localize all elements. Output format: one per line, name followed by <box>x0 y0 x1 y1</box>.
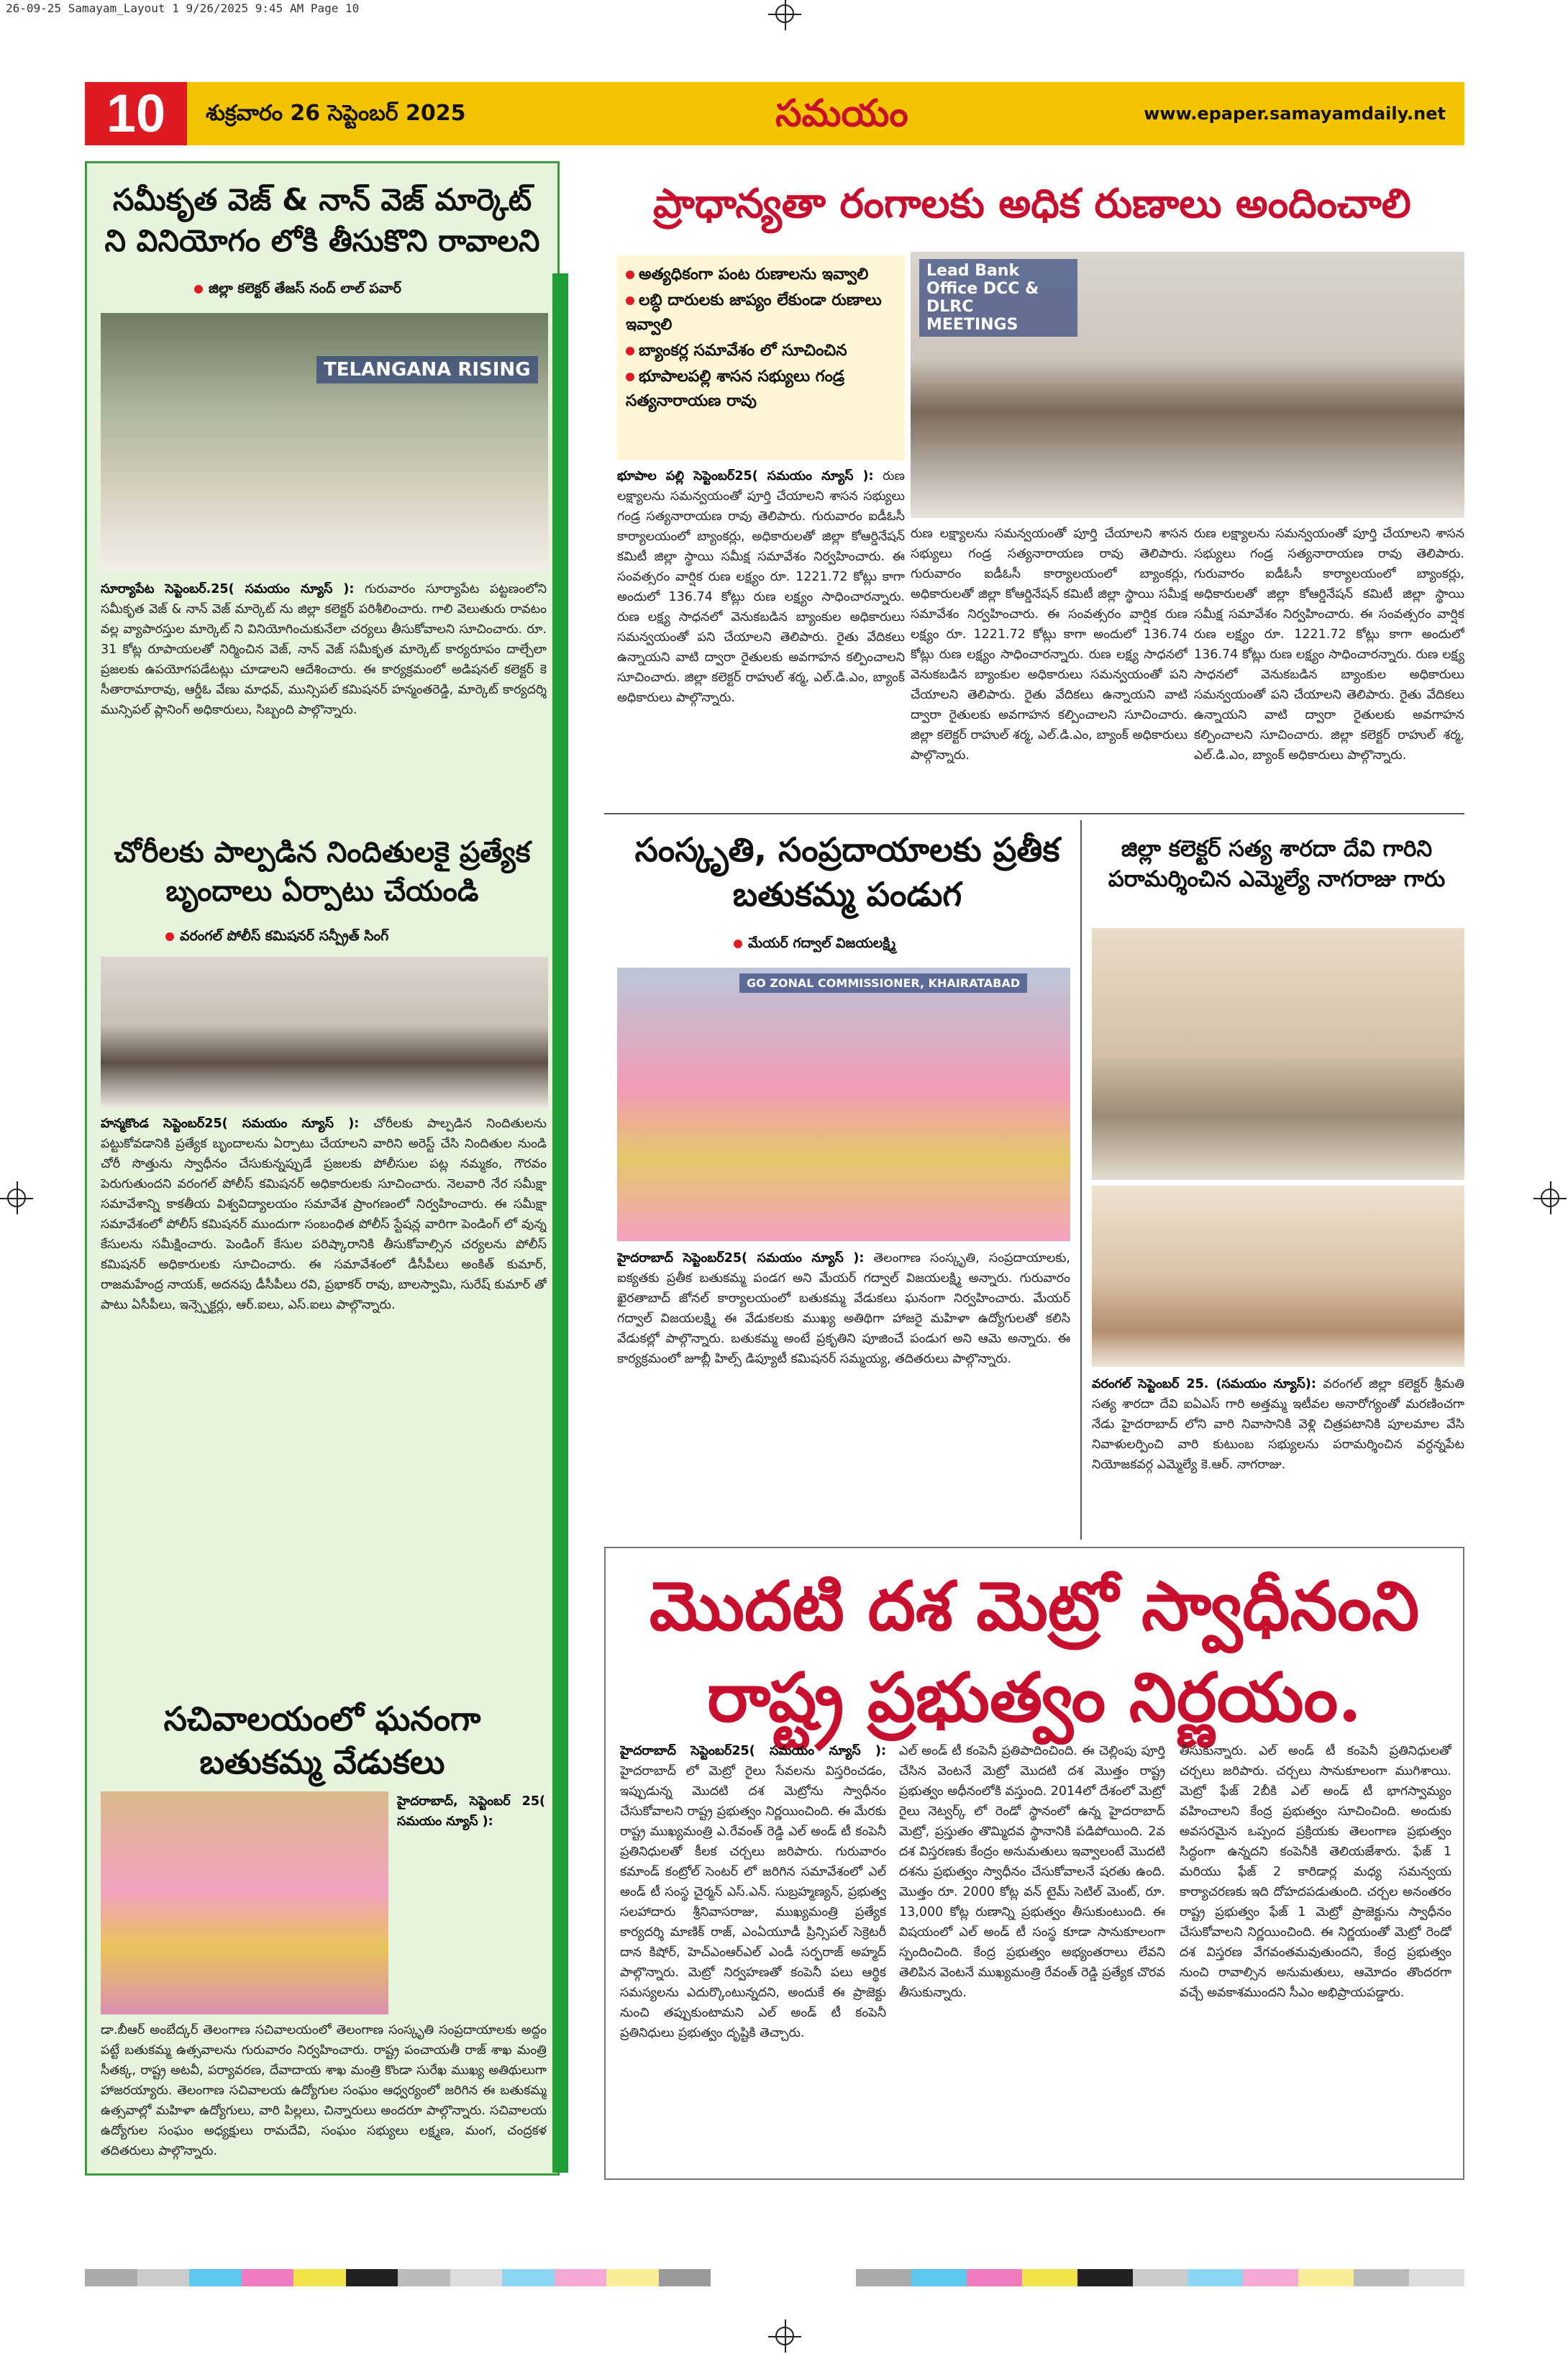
section-divider <box>604 813 1464 814</box>
story5-body: హైదరాబాద్ సెప్టెంబర్25( సమయం న్యూస్ ): తెలంగాణ సంస్కృతి, సంప్రదాయాలకు, ఐక్యతకు ప్రతీక బతుకమ్మ పండగ అని మేయర్ గద్వాల్ విజయలక్ష్మి అన్నారు. గురువారం ఖైరతాబాద్ జోనల్ కార్యాలయంలో బతుకమ్మ వేడుకలు ఘనంగా నిర్వహించారు. మేయర్ గద్వాల్ విజయలక్ష్మి ఈ వేడుకలకు ముఖ్య అతిథిగా హాజరై మహిళా ఉద్యోగులతో కలిసి వేడుకల్లో పాల్గొన్నారు. బతుకమ్మ అంటే ప్రకృతిని పూజించే పండుగ అని ఆమె అన్నారు. ఈ కార్యక్రమంలో జూబ్లీ హిల్స్ డిప్యూటీ కమిషనర్ సమ్మయ్య, తదితరులు పాల్గొన్నారు. <box>617 1251 1070 1366</box>
bullet-dot-icon <box>626 347 634 355</box>
story4-body-col2: రుణ లక్ష్యాలను సమన్వయంతో పూర్తి చేయాలని శాసన సభ్యులు గండ్ర సత్యనారాయణ రావు తెలిపారు. గురువారం ఐడీఓసీ కార్యాలయంలో బ్యాంకర్లు, అధికారులతో జిల్లా కోఆర్డినేషన్ కమిటీ జిల్లా స్థాయి సమీక్ష సమావేశం నిర్వహించారు. ఈ సంవత్సరం వార్షిక రుణ లక్ష్యం రూ. 1221.72 కోట్లు కాగా అందులో 136.74 కోట్లు రుణ లక్ష్యం సాధించారన్నారు. రుణ లక్ష్య సాధనలో వెనుకబడిన బ్యాంకుల అధికారులు సమన్వయంతో పని చేయాలని తెలిపారు. రైతు వేదికలు ఉన్నాయని వాటి ద్వారా రైతులకు అవగాహన కల్పించాలని సూచించారు. జిల్లా కలెక్టర్ రాహుల్ శర్మ, ఎల్.డి.ఎం, బ్యాంక్ అధికారులు పాల్గొన్నారు. <box>911 527 1188 763</box>
masthead <box>85 82 1464 145</box>
story2-headline: చోరీలకు పాల్పడిన నిందితులకై ప్రత్యేక బృందాలు ఏర్పాటు చేయండి <box>114 836 531 908</box>
photo-banner: Lead Bank Office DCC & DLRC MEETINGS <box>919 259 1077 337</box>
story4-bullet-panel <box>617 255 905 460</box>
story2-photo <box>101 957 548 1108</box>
story4-body-col3: రుణ లక్ష్యాలను సమన్వయంతో పూర్తి చేయాలని శాసన సభ్యులు గండ్ర సత్యనారాయణ రావు తెలిపారు. గురువారం ఐడీఓసీ కార్యాలయంలో బ్యాంకర్లు, అధికారులతో జిల్లా కోఆర్డినేషన్ కమిటీ జిల్లా స్థాయి సమీక్ష సమావేశం నిర్వహించారు. ఈ సంవత్సరం వార్షిక రుణ లక్ష్యం రూ. 1221.72 కోట్లు కాగా అందులో 136.74 కోట్లు రుణ లక్ష్యం సాధించారన్నారు. రుణ లక్ష్య సాధనలో వెనుకబడిన బ్యాంకుల అధికారులు సమన్వయంతో పని చేయాలని తెలిపారు. రైతు వేదికలు ఉన్నాయని వాటి ద్వారా రైతులకు అవగాహన కల్పించాలని సూచించారు. జిల్లా కలెక్టర్ రాహుల్ శర్మ, ఎల్.డి.ఎం, బ్యాంక్ అధికారులు పాల్గొన్నారు. <box>1194 527 1464 763</box>
story1-byline: జిల్లా కలెక్టర్ తేజస్ నంద్ లాల్ పవార్ <box>194 281 539 300</box>
story4-headline: ప్రాధాన్యతా రంగాలకు అధిక రుణాలు అందించాలి <box>653 180 1411 227</box>
story4-bullet: అత్యధికంగా పంట రుణాలను ఇవ్వాలి <box>626 263 896 287</box>
epaper-url[interactable]: www.epaper.samayamdaily.net <box>1144 104 1446 124</box>
page-number: 10 <box>85 82 187 145</box>
green-divider-bar <box>552 273 568 2173</box>
story6-photo-bottom <box>1092 1186 1464 1367</box>
story6-body: వరంగల్ సెప్టెంబర్ 25. (సమయం న్యూస్): వరంగల్ జిల్లా కలెక్టర్ శ్రీమతి సత్య శారదా దేవి ఐఏఎస్ గారి అత్తమ్మ ఇటీవల అనారోగ్యంతో మరణించగా నేడు హైదరాబాద్ లోని వారి నివాసానికి వెళ్లి చిత్రపటానికి పూలమాల వేసి నివాళులర్పించి వారి కుటుంబ సభ్యులను పరామర్శించిన వర్ధన్నపేట నియోజకవర్గ ఎమ్మెల్యే కె.ఆర్. నాగరాజు. <box>1092 1377 1464 1472</box>
story4-bullet: బ్యాంకర్ల సమావేశం లో సూచించిన <box>626 339 896 363</box>
story1-headline: సమీకృత వెజ్ & నాన్ వెజ్ మార్కెట్ ని వినియోగం లోకి తీసుకొని రావాలని <box>104 182 540 258</box>
story7-headline: మొదటి దశ మెట్రో స్వాధీనంని రాష్ట్ర ప్రభుత్వం నిర్ణయం. <box>649 1567 1420 1737</box>
photo-signboard: GO ZONAL COMMISSIONER, KHAIRATABAD <box>739 973 1027 993</box>
story7-body-col3: తీసుకున్నారు. ఎల్ అండ్ టీ కంపెనీ ప్రతినిధులతో చర్చలు జరిపారు. చర్చలు సానుకూలంగా ముగిశాయి. మెట్రో ఫేజ్ 2బీకి ఎల్ అండ్ టీ భాగస్వామ్యం వహించాలని కేంద్ర ప్రభుత్వం సూచించింది. అందుకు అవసరమైన ఒప్పంద ప్రక్రియకు తెలంగాణ ప్రభుత్వం సిద్ధంగా ఉన్నదని కంపెనీకి తెలియజేశారు. ఫేజ్ 1 మరియు ఫేజ్ 2 కారిడార్ల మధ్య సమన్వయ కార్యాచరణకు ఇది దోహదపడుతుంది. చర్చల అనంతరం రాష్ట్ర ప్రభుత్వం ఫేజ్ 1 మెట్రో ప్రాజెక్టును స్వాధీనం చేసుకోవాలని నిర్ణయించింది. ఈ నిర్ణయంతో మెట్రో రెండో దశ విస్తరణ వేగవంతమవుతుందని, కేంద్ర ప్రభుత్వం నుంచి రావాల్సిన అనుమతులు, ఆమోదం తొందరగా వచ్చే అవకాశముందని సీఎం అభిప్రాయపడ్డారు. <box>1180 1744 1451 2000</box>
bullet-dot-icon <box>626 373 634 381</box>
bullet-dot-icon <box>734 940 742 948</box>
story2-byline: వరంగల్ పోలీస్ కమిషనర్ సన్ప్రీత్ సింగ్ <box>165 928 539 947</box>
story7-body-col2: ఎల్ అండ్ టీ కంపెనీ ప్రతిపాదించింది. ఈ చెల్లింపు పూర్తి చేసిన వెంటనే మెట్రో మొదటి దశ మొత్తం రాష్ట్ర ప్రభుత్వం అధీనంలోకి వస్తుంది. 2014లో దేశంలో మెట్రో రైలు నెట్వర్క్ లో రెండో స్థానంలో ఉన్న హైదరాబాద్ మెట్రో, ప్రస్తుతం తొమ్మిదవ స్థానానికి పడిపోయింది. 2వ దశ విస్తరణకు కేంద్రం అనుమతులు ఇవ్వాలంటే మొదటి దశను ప్రభుత్వం స్వాధీనం చేసుకోవాలనే షరతు ఉంది. మొత్తం రూ. 2000 కోట్ల వన్ టైమ్ సెటిల్ మెంట్, రూ. 13,000 కోట్ల రుణాన్ని ప్రభుత్వం తీసుకుంటుంది. ఈ విషయంలో ఎల్ అండ్ టీ సంస్థ కూడా సానుకూలంగా స్పందించింది. కేంద్ర ప్రభుత్వం అభ్యంతరాలు లేవని తెలిపిన వెంటనే ముఖ్యమంత్రి రేవంత్ రెడ్డి ప్రత్యేక చొరవ తీసుకున్నారు. <box>899 1744 1165 2000</box>
story1-photo <box>101 313 548 572</box>
story4-bullet: భూపాలపల్లి శాసన సభ్యులు గండ్ర సత్యనారాయణ రావు <box>626 368 845 410</box>
story7-body-col1: హైదరాబాద్ సెప్టెంబర్25( సమయం న్యూస్ ): హైదరాబాద్ లో మెట్రో రైలు సేవలను విస్తరించడం, ఇప్పుడున్న మొదటి దశ మెట్రోను స్వాధీనం చేసుకోవాలని రాష్ట్ర ప్రభుత్వం నిర్ణయించింది. ఈ మేరకు రాష్ట్ర ముఖ్యమంత్రి ఎ.రేవంత్ రెడ్డి ఎల్ అండ్ టీ కంపెనీ ప్రతినిధులతో కీలక చర్చలు జరిపారు. గురువారం కమాండ్ కంట్రోల్ సెంటర్ లో జరిగిన సమావేశంలో ఎల్ అండ్ టీ సంస్థ చైర్మన్ ఎస్.ఎన్. సుబ్రహ్మణ్యన్, ప్రభుత్వ సలహాదారు శ్రీనివాసరాజు, ముఖ్యమంత్రి ప్రత్యేక కార్యదర్శి మాణిక్ రాజ్, ఎంఏయూడీ ప్రిన్సిపల్ సెక్రెటరీ దాన కిషోర్, హెచ్ఎంఆర్ఎల్ ఎండీ సర్ఫరాజ్ అహ్మద్ పాల్గొన్నారు. మెట్రో నిర్వహణతో కంపెనీ పలు ఆర్థిక సమస్యలను ఎదుర్కొంటున్నదని, అందుకే ఈ ప్రాజెక్టు నుంచి తప్పుకుంటామని ఎల్ అండ్ టీ కంపెనీ ప్రతినిధులు ప్రభుత్వం దృష్టికి తెచ్చారు. <box>620 1744 886 2040</box>
story2-body: హన్మకొండ సెప్టెంబర్25( సమయం న్యూస్ ): చోరీలకు పాల్పడిన నిందితులను పట్టుకోవడానికి ప్రత్యేక బృందాలను ఏర్పాటు చేయాలని వారిని అరెస్ట్ చేసి నిందితుల నుండి చోరీ సొత్తును స్వాధీనం చేసుకున్నప్పుడే ప్రజలకు పోలీసుల పట్ల నమ్మకం, గౌరవం పెరుగుతుందని వరంగల్ పోలీస్ కమిషనర్ అధికారులకు సూచించారు. నెలవారి నేర సమీక్షా సమావేశాన్ని కాకతీయ విశ్వవిద్యాలయం సమావేశ ప్రాంగణంలో నిర్వహించారు. ఈ సమీక్షా సమావేశంలో పోలీస్ కమిషనర్ ముందుగా సంబంధిత పోలీస్ స్టేషన్ల వారిగా పెండింగ్ లో వున్న కేసులను సమీక్షించారు. పెండింగ్ కేసుల పరిష్కారానికి తీసుకోవాల్సిన చర్యలను పోలీస్ కమిషనర్ అధికారులకు సూచించారు. ఈ సమావేశంలో డీసీపీలు అంకిత్ కుమార్, రాజమహేంద్ర నాయక్, అదనపు డీసీపీలు రవి, ప్రభాకర్ రావు, బాలస్వామి, సురేష్ కుమార్ తో పాటు ఏసీపీలు, ఇన్స్పెక్టర్లు, ఆర్.ఐలు, ఎస్.ఐలు పాల్గొన్నారు. <box>101 1117 547 1312</box>
print-slug: 26-09-25 Samayam_Layout 1 9/26/2025 9:45 AM Page 10 <box>6 1 360 15</box>
paper-logo: సమయం <box>775 91 908 135</box>
story6-photo-top <box>1092 928 1464 1180</box>
story5-byline: మేయర్ గద్వాల్ విజయలక్ష్మి <box>734 935 1065 955</box>
column-rule <box>1080 820 1082 1540</box>
issue-date: శుక్రవారం 26 సెప్టెంబర్ 2025 <box>206 101 466 126</box>
photo-signboard: TELANGANA RISING <box>316 356 538 383</box>
color-calibration-bar-left <box>85 2269 711 2286</box>
bullet-dot-icon <box>165 932 174 941</box>
story6-headline: జిల్లా కలెక్టర్ సత్య శారదా దేవి గారిని పరామర్శించిన ఎమ్మెల్యే నాగరాజు గారు <box>1108 836 1446 892</box>
bullet-dot-icon <box>626 296 634 305</box>
story3-body-side: హైదరాబాద్, సెప్టెంబర్ 25( సమయం న్యూస్ ): <box>397 1794 545 1829</box>
registration-mark-icon <box>775 2327 794 2345</box>
story1-body: సూర్యాపేట సెప్టెంబర్.25( సమయం న్యూస్ ): గురువారం సూర్యాపేట పట్టణంలోని సమీకృత వెజ్ & నాన్ వెజ్ మార్కెట్ ను జిల్లా కలెక్టర్ పరిశీలించారు. గాలి వెలుతురు రావటం వల్ల వ్యాపారస్తుల మార్కెట్ ని వినియోగించుకునేలా చర్యలు తీసుకోవాలని సూచించారు. రూ. 31 కోట్ల రూపాయలతో నిర్మించిన వెజ్, నాన్ వెజ్ సమీకృత మార్కెట్ కార్యరూపం దాల్చేలా ప్రజలకు ఉపయోగపడేటట్లు చూడాలని ఆదేశించారు. ఈ కార్యక్రమంలో అడిషనల్ కలెక్టర్ కె సీతారామారావు, ఆర్డీఓ వేణు మాధవ్, మున్సిపల్ కమిషనర్ హన్మంతరెడ్డి, మార్కెట్ కార్యదర్శి మున్సిపల్ ప్లానింగ్ అధికారులు, సిబ్బంది పాల్గొన్నారు. <box>101 582 547 717</box>
registration-mark-icon <box>7 1189 26 1207</box>
bullet-dot-icon <box>626 271 634 279</box>
story3-body: డా.బీఆర్ అంబేద్కర్ తెలంగాణ సచివాలయంలో తెలంగాణ సంస్కృతి సంప్రదాయాలకు అద్దం పట్టే బతుకమ్మ ఉత్సవాలను గురువారం నిర్వహించారు. రాష్ట్ర పంచాయతీ రాజ్ శాఖ మంత్రి సీతక్క, రాష్ట్ర అటవీ, పర్యావరణ, దేవాదాయ శాఖ మంత్రి కొండా సురేఖ ముఖ్య అతిథులుగా హాజరయ్యారు. తెలంగాణ సచివాలయ ఉద్యోగుల సంఘం ఆధ్వర్యంలో జరిగిన ఈ బతుకమ్మ ఉత్సవాల్లో మహిళా ఉద్యోగులు, వారి పిల్లలు, చిన్నారులు అందరూ పాల్గొన్నారు. సచివాలయ ఉద్యోగుల సంఘం అధ్యక్షులు రామదేవి, సంఘం సభ్యులు లక్ష్మణ, మంగ, చంద్రకళ తదితరులు పాల్గొన్నారు. <box>101 2023 547 2158</box>
color-calibration-bar-right <box>856 2269 1464 2286</box>
story4-bullet: లబ్ధి దారులకు జాప్యం లేకుండా రుణాలు ఇవ్వాలి <box>626 291 882 334</box>
registration-mark-icon <box>775 4 794 23</box>
story4-body-col1: భూపాల పల్లి సెప్టెంబర్25( సమయం న్యూస్ ): రుణ లక్ష్యాలను సమన్వయంతో పూర్తి చేయాలని శాసన సభ్యులు గండ్ర సత్యనారాయణ రావు తెలిపారు. గురువారం ఐడీఓసీ కార్యాలయంలో బ్యాంకర్లు, అధికారులతో జిల్లా కోఆర్డినేషన్ కమిటీ జిల్లా స్థాయి సమీక్ష సమావేశం నిర్వహించారు. ఈ సంవత్సరం వార్షిక రుణ లక్ష్యం రూ. 1221.72 కోట్లు కాగా అందులో 136.74 కోట్లు రుణ లక్ష్యం సాధించారన్నారు. రుణ లక్ష్య సాధనలో వెనుకబడిన బ్యాంకుల అధికారులు సమన్వయంతో పని చేయాలని తెలిపారు. రైతు వేదికలు ఉన్నాయని వాటి ద్వారా రైతులకు అవగాహన కల్పించాలని సూచించారు. జిల్లా కలెక్టర్ రాహుల్ శర్మ, ఎల్.డి.ఎం, బ్యాంక్ అధికారులు పాల్గొన్నారు. <box>617 469 905 705</box>
story3-photo <box>101 1791 388 2014</box>
bullet-dot-icon <box>194 285 203 294</box>
story4-photo <box>911 252 1464 518</box>
story3-headline: సచివాలయంలో ఘనంగా బతుకమ్మ వేడుకలు <box>163 1699 481 1781</box>
story5-headline: సంస్కృతి, సంప్రదాయాలకు ప్రతీక బతుకమ్మ పండుగ <box>634 830 1060 914</box>
registration-mark-icon <box>1541 1189 1559 1207</box>
story5-photo <box>617 968 1070 1241</box>
